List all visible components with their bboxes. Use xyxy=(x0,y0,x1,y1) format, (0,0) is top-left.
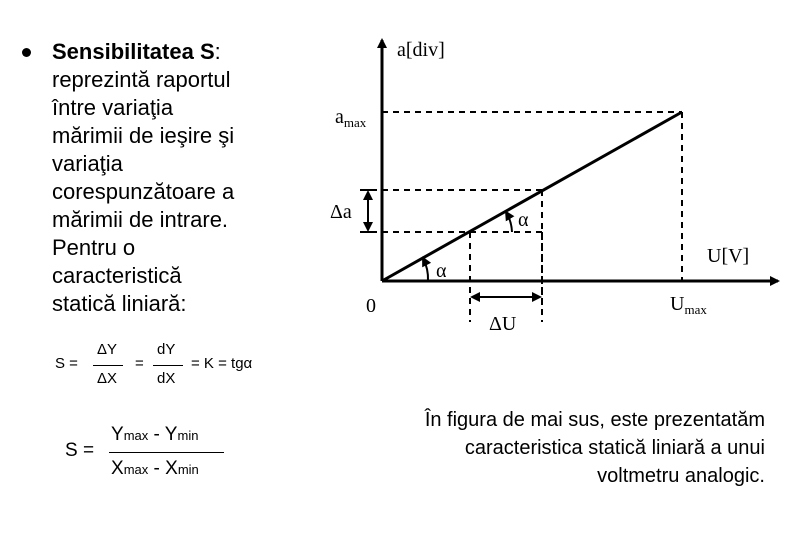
caption-line-2: voltmetru analogic. xyxy=(597,465,765,487)
bullet-colon: : xyxy=(214,39,221,64)
formula1-frac1-den: ΔX xyxy=(97,370,118,387)
alpha-upper-label: α xyxy=(518,209,529,231)
alpha-lower-label: α xyxy=(436,260,447,282)
formula2-num-a-sub: max xyxy=(123,428,149,443)
alpha-lower-arc xyxy=(423,258,428,281)
formula2-den-a-sub: max xyxy=(123,462,149,477)
x-axis-label: U[V] xyxy=(707,245,750,267)
delta-a-label: Δa xyxy=(330,201,352,223)
formula1-frac2-den: dX xyxy=(157,370,176,387)
bullet-line-7: Pentru o xyxy=(52,235,136,260)
formula1-tail: = K = tgα xyxy=(191,355,253,372)
formula2-den-op: - xyxy=(148,458,166,479)
bullet-line-9: statică liniară: xyxy=(52,291,187,316)
a-max-label xyxy=(335,106,367,130)
y-axis-label: a[div] xyxy=(397,39,445,61)
bullet-term: Sensibilitatea S xyxy=(52,39,215,64)
formula2-den-a: X xyxy=(111,458,124,479)
bullet-line-4: variaţia xyxy=(52,151,123,176)
alpha-upper-arc xyxy=(506,212,512,232)
origin-label: 0 xyxy=(366,295,376,317)
caption-line-0: În figura de mai sus, este prezentatăm xyxy=(424,409,765,431)
formula1-eq: = xyxy=(135,355,144,372)
formula2-num-b: Y xyxy=(164,424,178,445)
caption-line-1: caracteristica statică liniară a unui xyxy=(464,437,765,459)
formula1-lhs: S = xyxy=(55,355,78,372)
a-max-sub: max xyxy=(343,115,367,130)
figure-caption xyxy=(325,406,765,490)
formula2-den-b: X xyxy=(165,458,178,479)
bullet-line-8: caracteristică xyxy=(52,263,182,288)
formula1-frac1-num: ΔY xyxy=(97,341,118,358)
u-max-label xyxy=(670,293,707,317)
delta-u-label: ΔU xyxy=(489,313,517,335)
bullet-line-2: între variaţia xyxy=(52,95,174,120)
bullet-line-6: mărimii de intrare. xyxy=(52,207,229,232)
bullet-line-1: reprezintă raportul xyxy=(52,67,231,92)
formula2-num-a: Y xyxy=(111,424,124,445)
characteristic-line xyxy=(382,112,682,281)
u-max-sub: max xyxy=(684,302,707,317)
a-max-base: a xyxy=(335,106,344,128)
formula1-frac2-num: dY xyxy=(157,341,176,358)
formula2-den-b-sub: min xyxy=(177,462,199,477)
formula2-num-op: - xyxy=(148,424,165,445)
formula2-lhs: S = xyxy=(65,440,95,461)
bullet-line-3: mărimii de ieşire şi xyxy=(52,123,235,148)
bullet-line-5: corespunzătoare a xyxy=(52,179,235,204)
formula2-num-b-sub: min xyxy=(177,428,199,443)
u-max-base: U xyxy=(670,293,685,315)
